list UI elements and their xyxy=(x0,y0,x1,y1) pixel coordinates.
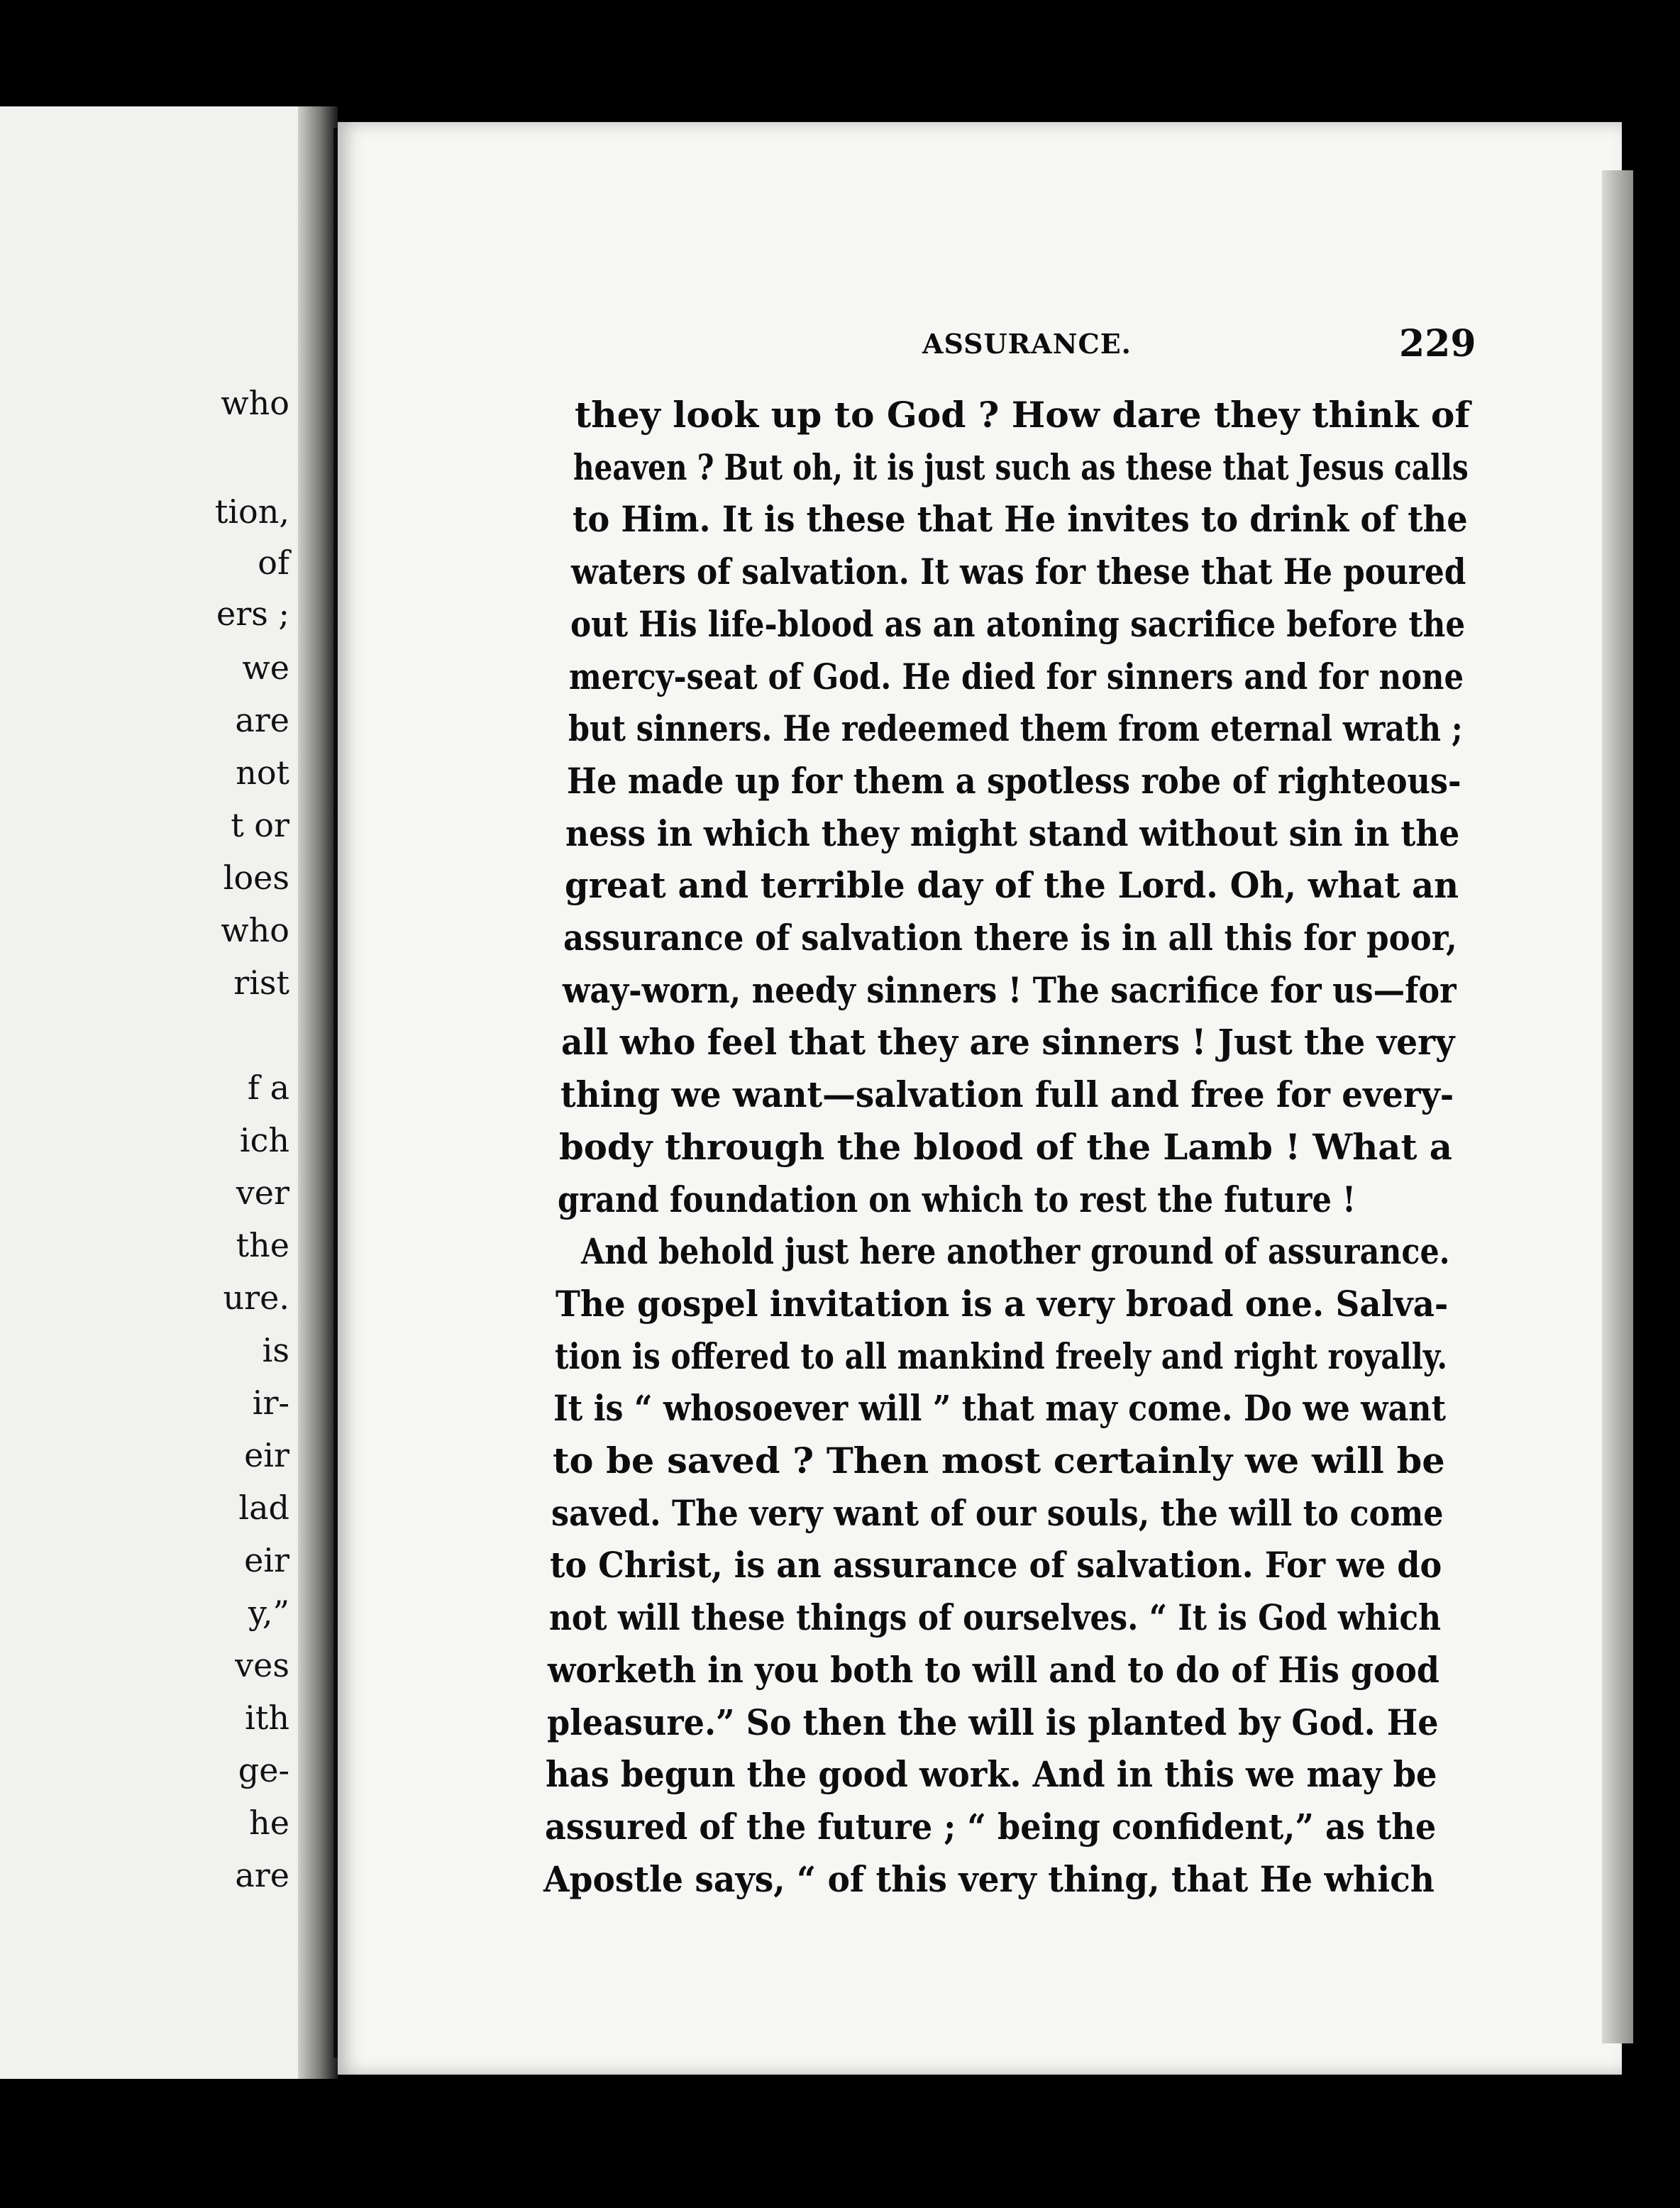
text-line: It is “ whosoever will ” that may come. Do we want xyxy=(553,1387,1447,1430)
facing-page-fragment: t or xyxy=(231,806,289,844)
text-line: tion is offered to all mankind freely and right royally. xyxy=(554,1335,1447,1377)
text-line: grand foundation on which to rest the future ! xyxy=(558,1178,1356,1220)
facing-page-fragment: ge- xyxy=(238,1751,289,1789)
text-line: He made up for them a spotless robe of righteous- xyxy=(567,759,1461,802)
facing-page-fragment: he xyxy=(249,1804,289,1842)
text-line: worketh in you both to will and to do of His good xyxy=(548,1648,1440,1691)
text-line: Apostle says, “ of this very thing, that He which xyxy=(543,1858,1435,1900)
text-line: great and terrible day of the Lord. Oh, what an xyxy=(564,864,1459,907)
facing-page-fragment: y,” xyxy=(248,1594,289,1632)
text-line: ness in which they might stand without sin in the xyxy=(565,812,1460,854)
facing-page-fragment: ers ; xyxy=(216,595,289,633)
text-line: waters of salvation. It was for these that He poured xyxy=(571,551,1466,593)
running-head: ASSURANCE. xyxy=(922,328,1132,360)
facing-page-fragment: lad xyxy=(238,1489,289,1527)
text-line: body through the blood of the Lamb ! What a xyxy=(559,1125,1452,1168)
text-line: heaven ? But oh, it is just such as these that Jesus calls xyxy=(573,446,1469,488)
text-line: not will these things of ourselves. “ It is God which xyxy=(548,1596,1441,1639)
text-line: pleasure.” So then the will is planted by God. He xyxy=(546,1701,1439,1743)
facing-page-fragment: who xyxy=(221,384,289,422)
facing-page-fragment: rist xyxy=(233,964,289,1002)
facing-page-fragment: who xyxy=(221,911,289,949)
text-line: The gospel invitation is a very broad one. Salva- xyxy=(556,1282,1449,1325)
text-line: to Him. It is these that He invites to drink of the xyxy=(572,498,1468,541)
facing-page-fragment: the xyxy=(236,1226,289,1264)
text-line: to be saved ? Then most certainly we will be xyxy=(552,1440,1445,1481)
facing-page-fragment: tion, xyxy=(214,492,289,531)
text-line: out His life-blood as an atoning sacrifice before the xyxy=(570,602,1465,645)
facing-page-fragment: not xyxy=(236,754,289,792)
facing-page-fragment: of xyxy=(258,543,289,582)
text-line: all who feel that they are sinners ! Just the very xyxy=(561,1021,1455,1064)
facing-page-fragment: is xyxy=(262,1331,289,1369)
text-line: saved. The very want of our souls, the will to come xyxy=(551,1491,1444,1534)
facing-page-fragment: eir xyxy=(244,1541,289,1579)
text-line: thing we want—salvation full and free for every- xyxy=(560,1073,1454,1116)
facing-page-fragment: ure. xyxy=(223,1279,289,1317)
text-line: to Christ, is an assurance of salvation. For we do xyxy=(550,1544,1442,1586)
facing-page-fragment: we xyxy=(242,648,289,687)
text-line: mercy-seat of God. He died for sinners and for none xyxy=(569,655,1464,697)
facing-page-fragment: ves xyxy=(235,1646,289,1684)
facing-page-fragment: ich xyxy=(239,1121,289,1159)
text-line: has begun the good work. And in this we may be xyxy=(546,1753,1437,1796)
facing-page-fragment: are xyxy=(235,701,289,739)
text-line: they look up to God ? How dare they think of xyxy=(575,394,1470,436)
text-line: but sinners. He redeemed them from eternal wrath ; xyxy=(568,707,1463,750)
book-gutter xyxy=(298,106,338,2079)
facing-page-fragment: loes xyxy=(223,859,289,897)
facing-page xyxy=(0,106,298,2079)
facing-page-fragment: f a xyxy=(247,1069,289,1107)
facing-page-fragment: eir xyxy=(244,1436,289,1474)
page-edge xyxy=(1602,170,1633,2043)
text-line: way-worn, needy sinners ! The sacrifice for us—for xyxy=(562,968,1457,1011)
facing-page-fragment: ver xyxy=(236,1174,289,1212)
text-line: And behold just here another ground of assurance. xyxy=(580,1230,1450,1273)
text-line: assurance of salvation there is in all this for poor, xyxy=(563,917,1458,959)
page-number: 229 xyxy=(1399,322,1476,365)
text-line: assured of the future ; “ being confident,” as the xyxy=(544,1805,1436,1848)
facing-page-fragment: ir- xyxy=(252,1384,289,1422)
facing-page-fragment: are xyxy=(235,1856,289,1894)
facing-page-fragment: ith xyxy=(245,1699,289,1737)
